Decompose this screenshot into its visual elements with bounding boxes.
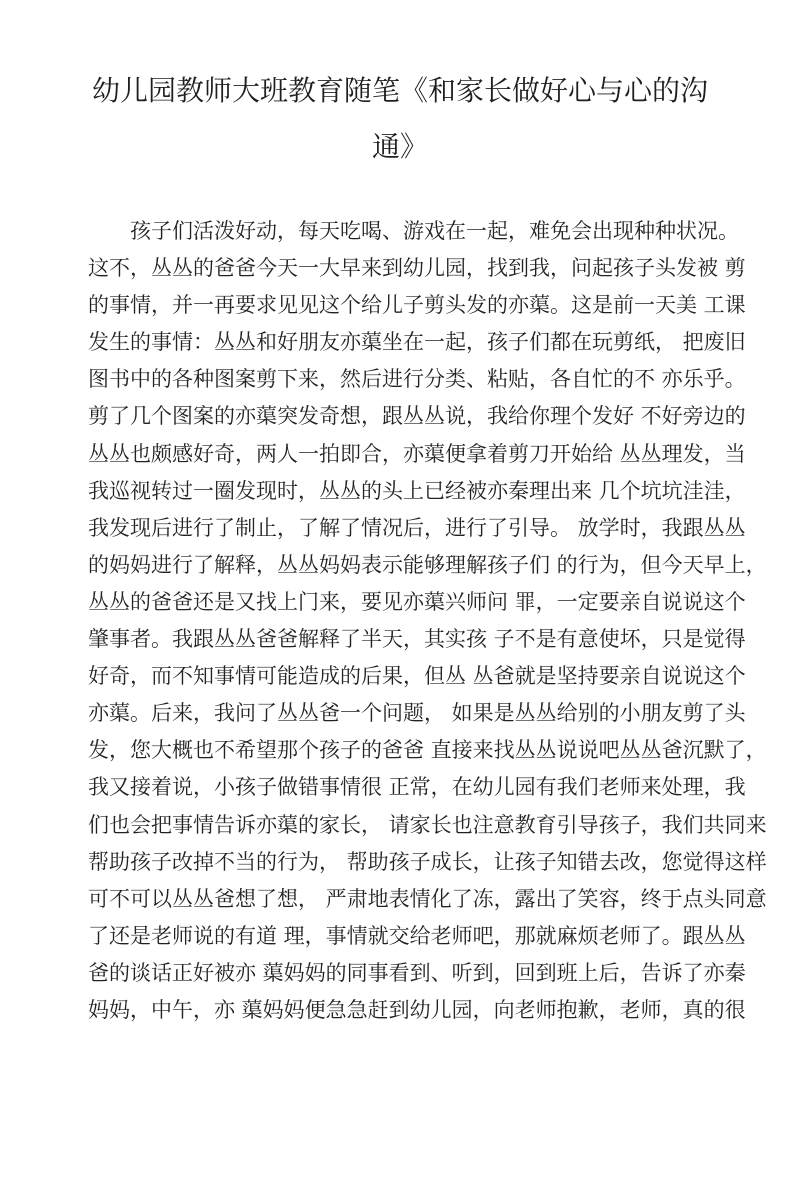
body-line: 丛丛也颇感好奇，两人一拍即合，亦蕖便拿着剪刀开始给 丛丛理发，当 <box>88 441 746 466</box>
body-line: 了还是老师说的有道 理，事情就交给老师吧，那就麻烦老师了。跟丛丛 <box>88 923 746 948</box>
body-line: 肇事者。我跟丛丛爸爸解释了半天，其实孩 子不是有意使坏，只是觉得 <box>88 627 746 652</box>
body-line: 好奇，而不知事情可能造成的后果，但丛 丛爸就是坚持要亲自说说这个 <box>88 664 746 689</box>
body-line: 爸的谈话正好被亦 蕖妈妈的同事看到、听到，回到班上后，告诉了亦秦 <box>88 960 746 985</box>
body-line: 我发现后进行了制止，了解了情况后，进行了引导。 放学时，我跟丛丛 <box>88 515 746 540</box>
body-line: 孩子们活泼好动，每天吃喝、游戏在一起，难免会出现种种状况。 <box>130 219 739 243</box>
body-line: 发生的事情：丛丛和好朋友亦蕖坐在一起，孩子们都在玩剪纸， 把废旧 <box>88 330 746 355</box>
document-title-line-2: 通》 <box>371 130 428 163</box>
body-line: 亦蕖。后来，我问了丛丛爸一个问题， 如果是丛丛给别的小朋友剪了头 <box>88 701 746 726</box>
document-body <box>88 213 767 1029</box>
body-line: 可不可以丛丛爸想了想， 严肃地表情化了冻，露出了笑容，终于点头同意 <box>88 886 767 911</box>
body-line: 的妈妈进行了解释，丛丛妈妈表示能够理解孩子们 的行为，但今天早上， <box>88 552 767 577</box>
body-line: 这不，丛丛的爸爸今天一大早来到幼儿园，找到我，问起孩子头发被 剪 <box>88 256 746 281</box>
body-line: 妈妈，中午，亦 蕖妈妈便急急赶到幼儿园，向老师抱歉，老师，真的很 <box>88 997 746 1022</box>
body-line: 发，您大概也不希望那个孩子的爸爸 直接来找丛丛说说吧丛丛爸沉默了， <box>88 738 767 763</box>
body-line: 图书中的各种图案剪下来，然后进行分类、粘贴，各自忙的不 亦乐乎。 <box>88 367 746 392</box>
body-line: 我又接着说，小孩子做错事情很 正常，在幼儿园有我们老师来处理，我 <box>88 775 746 800</box>
body-line: 的事情，并一再要求见见这个给儿子剪头发的亦蕖。这是前一天美 工课 <box>88 293 746 318</box>
document-title-line-1: 幼儿园教师大班教育随笔《和家长做好心与心的沟 <box>91 74 708 107</box>
body-line: 们也会把事情告诉亦蕖的家长， 请家长也注意教育引导孩子，我们共同来 <box>88 812 767 837</box>
body-line: 丛丛的爸爸还是又找上门来，要见亦蕖兴师问 罪，一定要亲自说说这个 <box>88 589 746 614</box>
body-line: 我巡视转过一圈发现时，丛丛的头上已经被亦秦理出来 几个坑坑洼洼， <box>88 478 746 503</box>
body-line: 帮助孩子改掉不当的行为， 帮助孩子成长，让孩子知错去改，您觉得这样 <box>88 849 767 874</box>
body-line: 剪了几个图案的亦蕖突发奇想，跟丛丛说，我给你理个发好 不好旁边的 <box>88 404 746 429</box>
